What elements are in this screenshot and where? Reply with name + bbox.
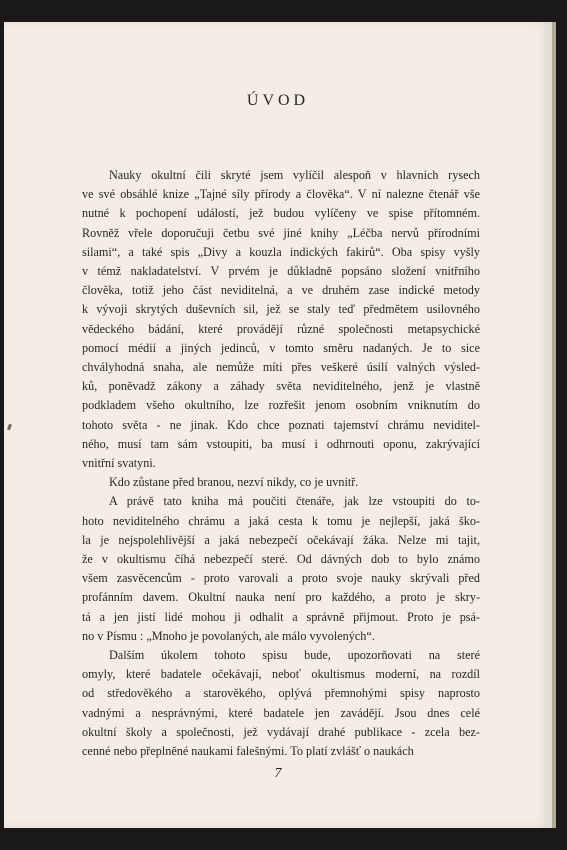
text-line: silami“, a také spis „Divy a kouzla indických fakirů“. Oba spisy vyšly [82,244,480,259]
text-line: od středověkého a starověkého, oplývá přemnohými spisy naprosto [82,686,480,701]
book-page [4,22,556,828]
text-line: chvályhodná snaha, ale nemůže míti přes veškeré úsilí valných výsled- [82,360,480,375]
text-line: vědeckého bádání, které provádějí různé společnosti metapsychické [82,321,480,336]
text-line: že v okultismu číhá nebezpečí steré. Od dávných dob to bylo známo [82,552,480,567]
text-line: cenné nebo přeplněné naukami falešnými. To platí zvlášť o naukách [82,744,414,759]
text-line: okultní školy a společnosti, jež vydávají drahé publikace - zcela bez- [82,724,480,739]
text-line: nutné k pochopení událostí, jež budou vylíčeny ve spise přítomném. [82,206,480,221]
text-line: ve své obsáhlé knize „Tajné síly přírody a člověka“. V ní nalezne čtenář vše [82,187,480,202]
text-line: Nauky okultní čili skryté jsem vylíčil alespoň v hlavních rysech [109,168,480,182]
text-line: v témž nakladatelství. V prvém je důkladně popsáno složení vnitřního [82,264,480,279]
text-line: pomocí médií a jiných jedinců, v tomto směru nadaných. Je to sice [82,340,480,355]
text-line: hoto neviditelného chrámu a jaká cesta k tomu je nejlepší, jaká ško- [82,513,480,528]
page-number: 7 [274,766,282,781]
paragraph [82,646,480,761]
text-line: k vývoji skrytých duševních sil, jež se staly teď předmětem usilovného [82,302,480,317]
text-line: tohoto světa - ne jinak. Kdo chce poznati tajemství chrámu neviditel- [82,417,480,432]
text-line: vadnými a nesprávnými, které badatele jen zavádějí. Jsou dnes celé [82,705,480,720]
text-line: omyly, které badatele očekávají, neboť okultismus moderní, na rozdíl [82,667,480,682]
text-line: Dalším úkolem tohoto spisu bude, upozorňovati na steré [109,648,480,663]
paragraph [82,492,480,646]
text-line: podkladem všeho okultního, lze rozřešit jenom osobním vniknutím do [82,398,480,413]
paragraph [82,473,480,492]
text-line: člověka, totiž jeho část neviditelná, a ve druhém zase indické metody [82,283,480,298]
text-line: všem zasvěcencům - proto varovali a proto svoje nauky skrývali před [82,571,480,586]
text-line: no v Písmu : „Mnoho je povolaných, ale málo vyvolených“. [82,628,375,643]
text-line: vnitřní svatyni. [82,456,156,471]
text-line: ků, poněvadž zákony a záhady světa neviditelného, jenž je vlastně [82,379,480,394]
body-text [82,166,480,761]
paragraph [82,166,480,473]
text-line: Kdo zůstane před branou, nezví nikdy, co je uvnitř. [109,475,359,490]
text-line: ného, musí tam sám vstoupiti, ba musí i odhrnouti oponu, zakrývající [82,436,480,451]
text-line: tá a jen jistí lidé mohou ji odhalit a správně přijmout. Proto je psá- [82,609,480,624]
text-line: profánním davem. Okultní nauka není pro každého, a proto je skry- [82,590,480,605]
text-line: la je nejspolehlivější a jaká nebezpečí očekávají žáka. Nelze mi tajit, [82,532,480,547]
page-title: ÚVOD [246,92,310,109]
text-line: A právě tato kniha má poučiti čtenáře, jak lze vstoupiti do to- [109,494,480,509]
text-line: Rovněž vřele doporučuji četbu své jiné knihy „Léčba nervů přírodními [82,225,480,240]
